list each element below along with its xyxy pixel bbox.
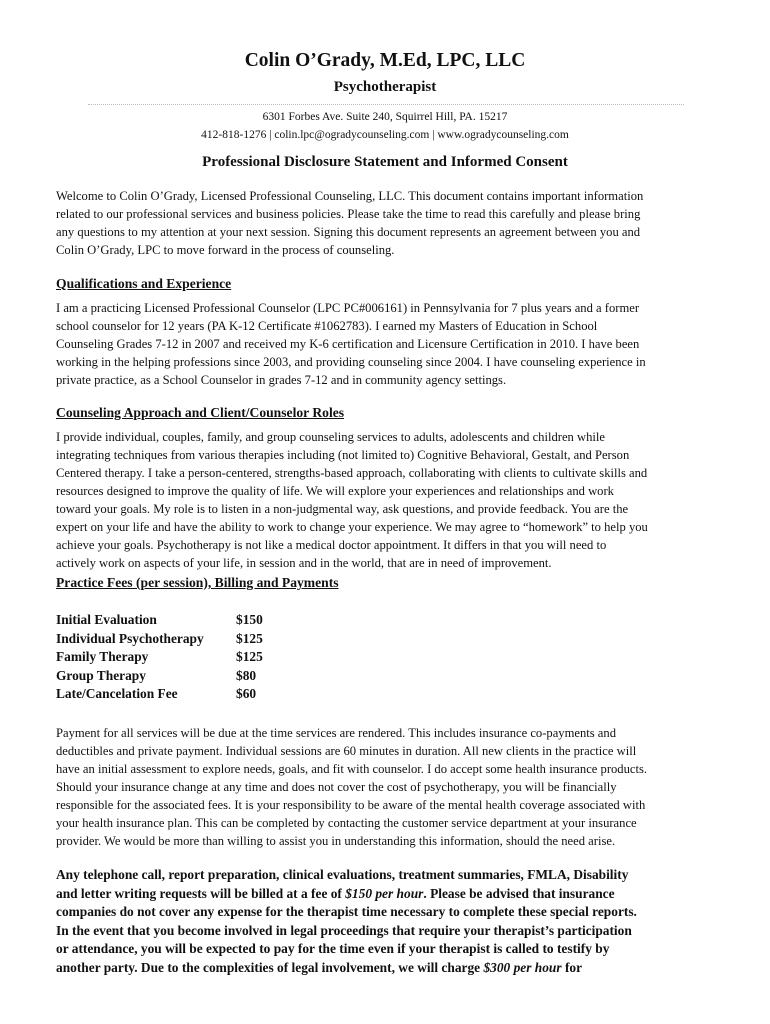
fee-service: Initial Evaluation: [56, 612, 157, 627]
paragraph-line: Centered therapy. I take a person-centered, strengths-based approach, collaborating with clients to cultivate skills and: [56, 466, 648, 480]
fee-price: $60: [236, 686, 257, 701]
hourly-rate-legal: $300 per hour: [483, 959, 562, 975]
fee-table: [56, 611, 263, 704]
paragraph-line: expert on your life and have the ability to work to change your experience. We may agree to “homework” to help you: [56, 520, 648, 534]
practitioner-name: Colin O’Grady, M.Ed, LPC, LLC: [244, 50, 526, 71]
paragraph-line: actively work on aspects of your life, in session and in the world, that are in need of improvement.: [56, 556, 552, 570]
paragraph-line: working in the helping professions since 2003, and providing counseling since 2004. I have counseling experience in: [56, 355, 646, 369]
document-title: Professional Disclosure Statement and Informed Consent: [202, 154, 568, 170]
text-run: . Please be advised that insurance: [423, 885, 615, 901]
approach-paragraph: [56, 428, 716, 572]
paragraph-line: Any telephone call, report preparation, clinical evaluations, treatment summaries, FMLA, Disability: [56, 867, 629, 882]
header-divider: [88, 104, 684, 105]
hourly-rate-report: $150 per hour: [345, 885, 424, 901]
fee-row: [56, 630, 263, 649]
paragraph-line: deductibles and private payment. Individual sessions are 60 minutes in duration. All new clients in the practice will: [56, 744, 637, 758]
paragraph-line: resources designed to improve the quality of life. We will explore your experiences and relationships and work: [56, 484, 614, 498]
fee-price: $125: [236, 630, 263, 646]
paragraph-line: private practice, as a School Counselor in grades 7-12 and in community agency settings.: [56, 373, 507, 387]
paragraph-line: I am a practicing Licensed Professional Counselor (LPC PC#006161) in Pennsylvania for 7 plus years and a former: [56, 301, 640, 315]
paragraph-line: Should your insurance change at any time and does not cover the cost of psychotherapy, you will be financially: [56, 780, 617, 794]
qualifications-paragraph: [56, 299, 716, 389]
paragraph-line: or attendance, you will be expected to pay for the time even if your therapist is called to testify by: [56, 941, 610, 957]
paragraph-line: have an initial assessment to explore needs, goals, and fit with counselor. I do accept some health insurance products.: [56, 762, 648, 776]
paragraph-line: responsible for the associated fees. It is your responsibility to be aware of the mental health coverage associated with: [56, 798, 646, 812]
text-run: for: [561, 959, 583, 975]
fee-service: Individual Psychotherapy: [56, 630, 204, 646]
fee-row: [56, 667, 263, 686]
fee-service: Late/Cancelation Fee: [56, 686, 178, 701]
paragraph-line: any questions to my attention at your next session. Signing this document represents an agreement between you and: [56, 225, 641, 239]
fee-price: $125: [236, 649, 263, 664]
practitioner-title: Psychotherapist: [333, 79, 437, 95]
paragraph-line: [56, 885, 720, 904]
paragraph-line: Welcome to Colin O’Grady, Licensed Professional Counseling, LLC. This document contains important information: [56, 189, 644, 203]
paragraph-line: [56, 959, 720, 978]
paragraph-line: I provide individual, couples, family, and group counseling services to adults, adolescents and children while: [56, 430, 605, 444]
fee-service: Family Therapy: [56, 649, 149, 664]
office-address: 6301 Forbes Ave. Suite 240, Squirrel Hill, PA. 15217: [262, 111, 508, 123]
paragraph-line: your health insurance plan. This can be completed by contacting the customer service department at your insurance: [56, 816, 637, 830]
section-heading-qualifications: Qualifications and Experience: [56, 276, 232, 291]
paragraph-line: school counselor for 12 years (PA K-12 Certificate #1062783). I earned my Masters of Education in School: [56, 319, 598, 333]
paragraph-line: toward your goals. My role is to listen in a non-judgmental way, ask questions, and provide feedback. You are the: [56, 502, 629, 516]
billing-notice-paragraph: [56, 866, 720, 978]
fee-price: $80: [236, 667, 257, 683]
section-heading-fees: Practice Fees (per session), Billing and Payments: [56, 575, 339, 590]
paragraph-line: Counseling Grades 7-12 in 2007 and received my K-6 certification and Licensure Certification in 2010. I have been: [56, 337, 640, 351]
payment-paragraph: [56, 724, 716, 850]
section-heading-approach: Counseling Approach and Client/Counselor Roles: [56, 405, 345, 420]
paragraph-line: integrating techniques from various therapies including (not limited to) Cognitive Behavioral, Gestalt, and Person: [56, 448, 630, 462]
paragraph-line: In the event that you become involved in legal proceedings that require your therapist’s participation: [56, 922, 632, 938]
contact-line: 412-818-1276 | colin.lpc@ogradycounseling.com | www.ogradycounseling.com: [201, 129, 569, 141]
paragraph-line: provider. We would be more than willing to assist you in understanding this information, should the need arise.: [56, 834, 616, 848]
fee-row: [56, 685, 263, 704]
paragraph-line: related to our professional services and business policies. Please take the time to read this carefully and please bring: [56, 207, 641, 221]
fee-service: Group Therapy: [56, 667, 146, 683]
fee-row: [56, 648, 263, 667]
paragraph-line: achieve your goals. Psychotherapy is not like a medical doctor appointment. It differs in that you will need to: [56, 538, 607, 552]
paragraph-line: Payment for all services will be due at the time services are rendered. This includes insurance co-payments and: [56, 726, 616, 740]
paragraph-line: Colin O’Grady, LPC to move forward in the process of counseling.: [56, 243, 395, 257]
intro-paragraph: [56, 187, 716, 259]
fee-price: $150: [236, 612, 263, 627]
text-run: another party. Due to the complexities of legal involvement, we will charge: [56, 959, 484, 975]
fee-row: [56, 611, 263, 630]
text-run: and letter writing requests will be billed at a fee of: [56, 885, 346, 901]
paragraph-line: companies do not cover any expense for the therapist time necessary to complete these special reports.: [56, 904, 637, 920]
